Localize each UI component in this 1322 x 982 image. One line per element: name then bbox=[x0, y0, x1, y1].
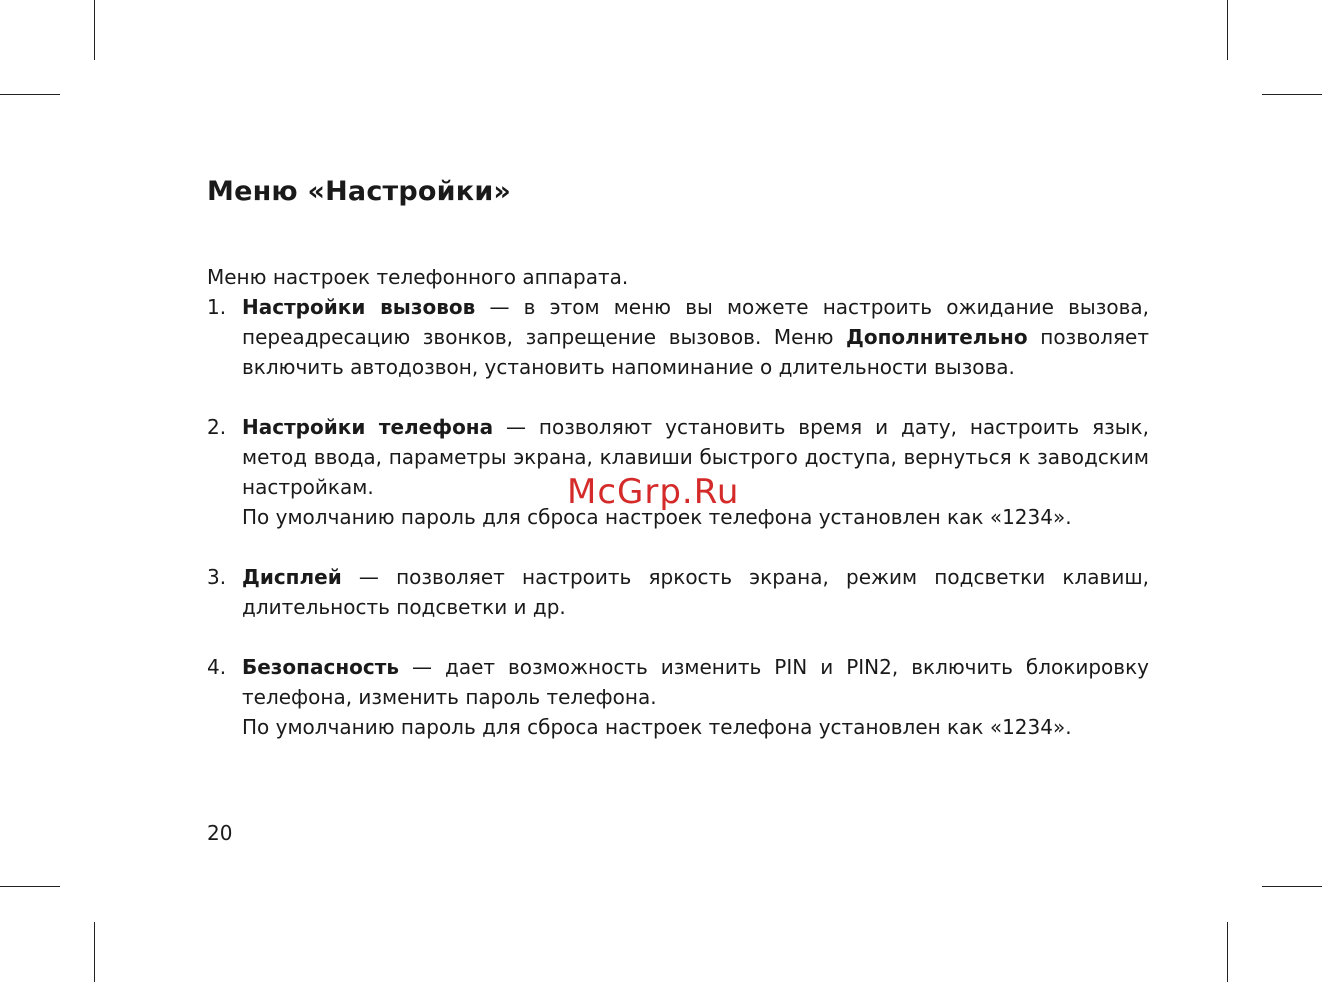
crop-mark bbox=[1227, 922, 1228, 982]
crop-mark bbox=[94, 922, 95, 982]
crop-mark bbox=[0, 94, 60, 95]
item-text: — в этом меню вы можете настроить ожидание вызова, переадресацию звонков, запрещение вызовов. Меню bbox=[242, 295, 1149, 349]
list-item bbox=[207, 292, 1149, 382]
item-heading: Безопасность bbox=[242, 655, 399, 679]
crop-mark bbox=[1262, 886, 1322, 887]
page-title: Меню «Настройки» bbox=[207, 176, 512, 207]
item-heading: Настройки вызовов bbox=[242, 295, 476, 319]
list-item bbox=[207, 652, 1149, 742]
item-body bbox=[242, 652, 1149, 742]
intro-text: Меню настроек телефонного аппарата. bbox=[207, 265, 629, 289]
item-note: По умолчанию пароль для сброса настроек телефона установлен как «1234». bbox=[242, 505, 1072, 529]
crop-mark bbox=[94, 0, 95, 60]
item-text: — позволяет настроить яркость экрана, режим подсветки клавиш, длительность подсветки и др. bbox=[242, 565, 1149, 619]
item-note: По умолчанию пароль для сброса настроек телефона установлен как «1234». bbox=[242, 715, 1072, 739]
crop-mark bbox=[0, 886, 60, 887]
page-number: 20 bbox=[207, 821, 233, 845]
list-item bbox=[207, 562, 1149, 622]
crop-mark bbox=[1227, 0, 1228, 60]
item-inline-bold: Дополнительно bbox=[846, 325, 1028, 349]
watermark-text: McGrp.Ru bbox=[567, 472, 740, 512]
item-text: — позволяют установить время и дату, настроить язык, метод ввода, параметры экрана, клавиши быстрого доступа, вернуться к заводским настройкам. bbox=[242, 415, 1149, 499]
item-heading: Настройки телефона bbox=[242, 415, 494, 439]
item-body bbox=[242, 292, 1149, 382]
page-content bbox=[207, 170, 1149, 772]
crop-mark bbox=[1262, 94, 1322, 95]
item-number: 3. bbox=[207, 565, 227, 589]
item-text: — дает возможность изменить PIN и PIN2, включить блокировку телефона, изменить пароль телефона. bbox=[242, 655, 1149, 709]
item-number: 2. bbox=[207, 415, 227, 439]
item-body bbox=[242, 562, 1149, 622]
item-heading: Дисплей bbox=[242, 565, 342, 589]
item-number: 4. bbox=[207, 655, 227, 679]
item-number: 1. bbox=[207, 295, 227, 319]
item-text: позволяет включить автодозвон, установить напоминание о длительности вызова. bbox=[242, 325, 1149, 379]
